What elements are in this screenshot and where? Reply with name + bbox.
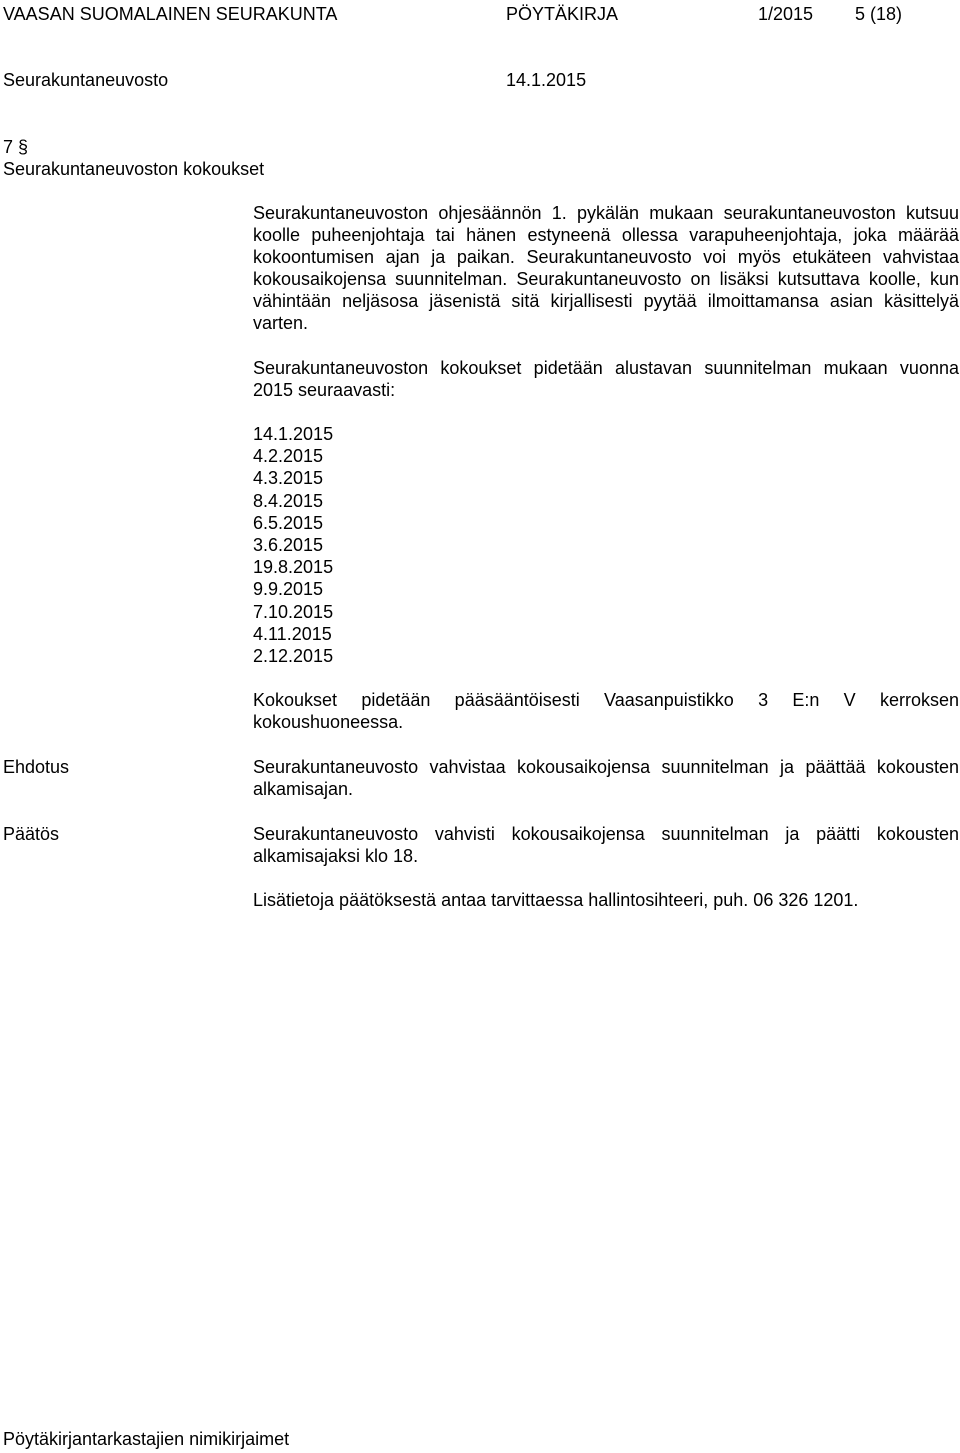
meeting-date-item: 3.6.2015 <box>253 534 324 555</box>
info-text: Lisätietoja päätöksestä antaa tarvittaessa hallintosihteeri, puh. 06 326 1201. <box>253 890 859 910</box>
meeting-date-item: 8.4.2015 <box>253 490 324 511</box>
decision-text: Seurakuntaneuvosto vahvisti kokousaikojensa suunnitelman ja päätti kokousten alkamisajaksi klo 18. <box>253 824 959 866</box>
section-number: 7 § <box>3 137 29 157</box>
meeting-date-item: 4.3.2015 <box>253 468 324 489</box>
meeting-date-item: 9.9.2015 <box>253 579 324 600</box>
main-paragraph-3: Kokoukset pidetään pääsääntöisesti Vaasanpuistikko 3 E:n V kerroksen kokoushuoneessa. <box>253 690 959 732</box>
section-title: Seurakuntaneuvoston kokoukset <box>3 159 265 179</box>
meeting-date-item: 19.8.2015 <box>253 557 334 578</box>
meeting-date-item: 4.2.2015 <box>253 446 324 467</box>
page-number: 5 (18) <box>855 4 903 24</box>
meeting-date: 14.1.2015 <box>506 70 587 90</box>
footer-initials-label: Pöytäkirjantarkastajien nimikirjaimet <box>3 1429 290 1449</box>
meeting-dates-list <box>253 423 333 667</box>
proposal-label: Ehdotus <box>3 757 70 777</box>
proposal-text: Seurakuntaneuvosto vahvistaa kokousaikojensa suunnitelman ja päättää kokousten alkamisajan. <box>253 757 959 799</box>
meeting-date-item: 4.11.2015 <box>253 623 332 644</box>
decision-label: Päätös <box>3 824 60 844</box>
meeting-date-item: 7.10.2015 <box>253 601 334 622</box>
main-paragraph-2: Seurakuntaneuvoston kokoukset pidetään alustavan suunnitelman mukaan vuonna 2015 seuraavasti: <box>253 358 959 400</box>
meeting-date-item: 6.5.2015 <box>253 512 324 533</box>
meeting-date-item: 14.1.2015 <box>253 424 334 444</box>
document-type: PÖYTÄKIRJA <box>506 4 619 24</box>
main-paragraph-1: Seurakuntaneuvoston ohjesäännön 1. pykälän mukaan seurakuntaneuvoston kutsuu koolle puheenjohtaja tai hänen estyneenä ollessa varapuheenjohtaja, joka määrää kokoontumisen ajan ja paikan. Seurakuntaneuvosto voi myös etukäteen vahvistaa kokousaikojensa suunnitelman. Seurakuntaneuvosto on lisäksi kutsuttava koolle, kun vähintään neljäsosa jäsenistä sitä kirjallisesti pyytää ilmoittamansa asian käsittelyä varten. <box>253 203 959 333</box>
body-name: Seurakuntaneuvosto <box>3 70 169 90</box>
meeting-date-item: 2.12.2015 <box>253 645 334 666</box>
document-number: 1/2015 <box>758 4 814 24</box>
organization-name: VAASAN SUOMALAINEN SEURAKUNTA <box>3 4 338 24</box>
